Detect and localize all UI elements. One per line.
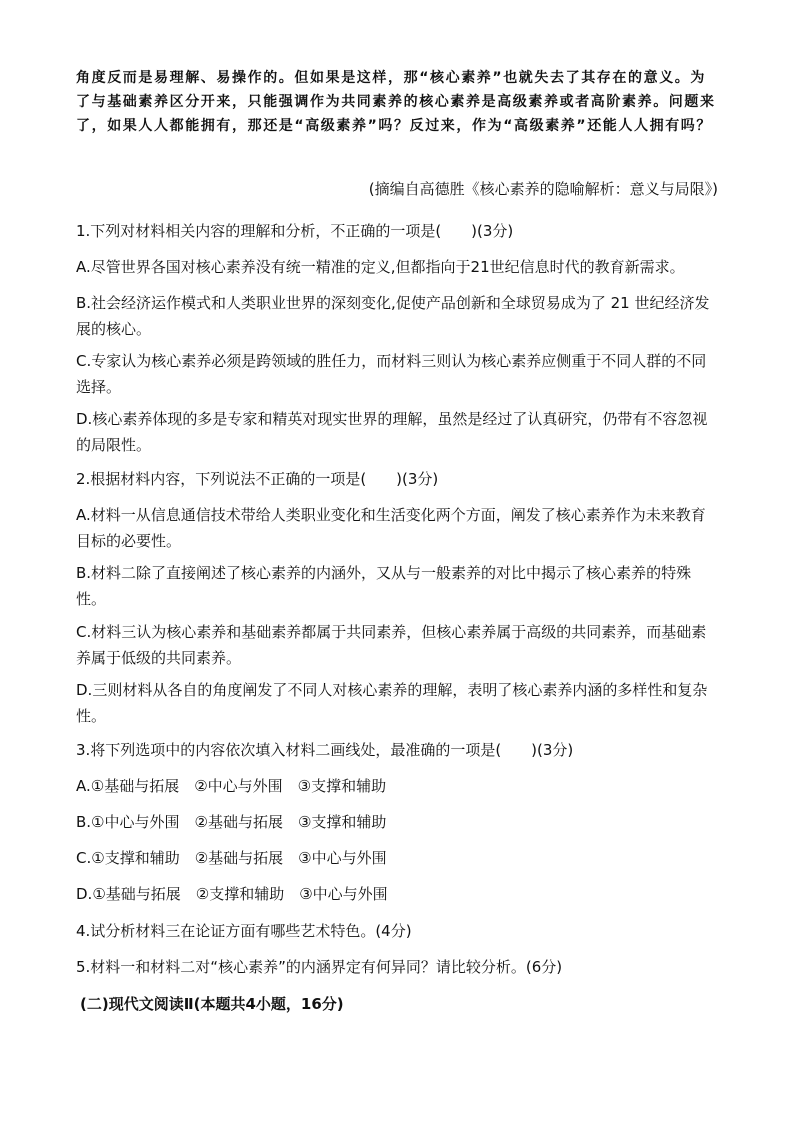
q1-option-d: D.核心素养体现的多是专家和精英对现实世界的理解，虽然是经过了认真研究，仍带有不容忽视的局限性。 xyxy=(76,410,708,454)
q1-option-a: A.尽管世界各国对核心素养没有统一精准的定义,但都指向于21世纪信息时代的教育新需求。 xyxy=(76,258,685,276)
q3-stem: 3.将下列选项中的内容依次填入材料二画线处，最准确的一项是( )(3分) xyxy=(76,741,574,759)
q3-option-b: B.①中心与外围 ②基础与拓展 ③支撑和辅助 xyxy=(76,813,387,831)
q1-option-b: B.社会经济运作模式和人类职业世界的深刻变化,促使产品创新和全球贸易成为了 21 世纪经济发展的核心。 xyxy=(76,294,710,338)
q2-option-a: A.材料一从信息通信技术带给人类职业变化和生活变化两个方面，阐发了核心素养作为未来教育目标的必要性。 xyxy=(76,506,706,550)
source-citation: (摘编自高德胜《核心素养的隐喻解析：意义与局限》) xyxy=(368,180,718,198)
q3-option-c: C.①支撑和辅助 ②基础与拓展 ③中心与外围 xyxy=(76,849,387,867)
q1-option-c: C.专家认为核心素养必须是跨领域的胜任力，而材料三则认为核心素养应侧重于不同人群的不同选择。 xyxy=(76,352,707,396)
q2-option-c: C.材料三认为核心素养和基础素养都属于共同素养，但核心素养属于高级的共同素养，而基础素养属于低级的共同素养。 xyxy=(76,623,707,667)
q3-option-d: D.①基础与拓展 ②支撑和辅助 ③中心与外围 xyxy=(76,885,388,903)
q4-stem: 4.试分析材料三在论证方面有哪些艺术特色。(4分) xyxy=(76,922,412,940)
intro-paragraph: 角度反而是易理解、易操作的。但如果是这样，那“核心素养”也就失去了其存在的意义。为了与基础素养区分开来，只能强调作为共同素养的核心素养是高级素养或者高阶素养。问题来了，如果人人都能拥有，那还是“高级素养”吗？反过来，作为“高级素养”还能人人拥有吗？ xyxy=(76,70,716,134)
q2-stem: 2.根据材料内容，下列说法不正确的一项是( )(3分) xyxy=(76,470,439,488)
q1-stem: 1.下列对材料相关内容的理解和分析，不正确的一项是( )(3分) xyxy=(76,222,514,240)
q2-option-d: D.三则材料从各自的角度阐发了不同人对核心素养的理解，表明了核心素养内涵的多样性和复杂性。 xyxy=(76,681,708,725)
section-heading: (二)现代文阅读Ⅱ(本题共4小题，16分) xyxy=(80,995,344,1013)
q2-option-b: B.材料二除了直接阐述了核心素养的内涵外，又从与一般素养的对比中揭示了核心素养的特殊性。 xyxy=(76,564,692,608)
q5-stem: 5.材料一和材料二对“核心素养”的内涵界定有何异同？请比较分析。(6分) xyxy=(76,958,563,976)
q3-option-a: A.①基础与拓展 ②中心与外围 ③支撑和辅助 xyxy=(76,777,387,795)
